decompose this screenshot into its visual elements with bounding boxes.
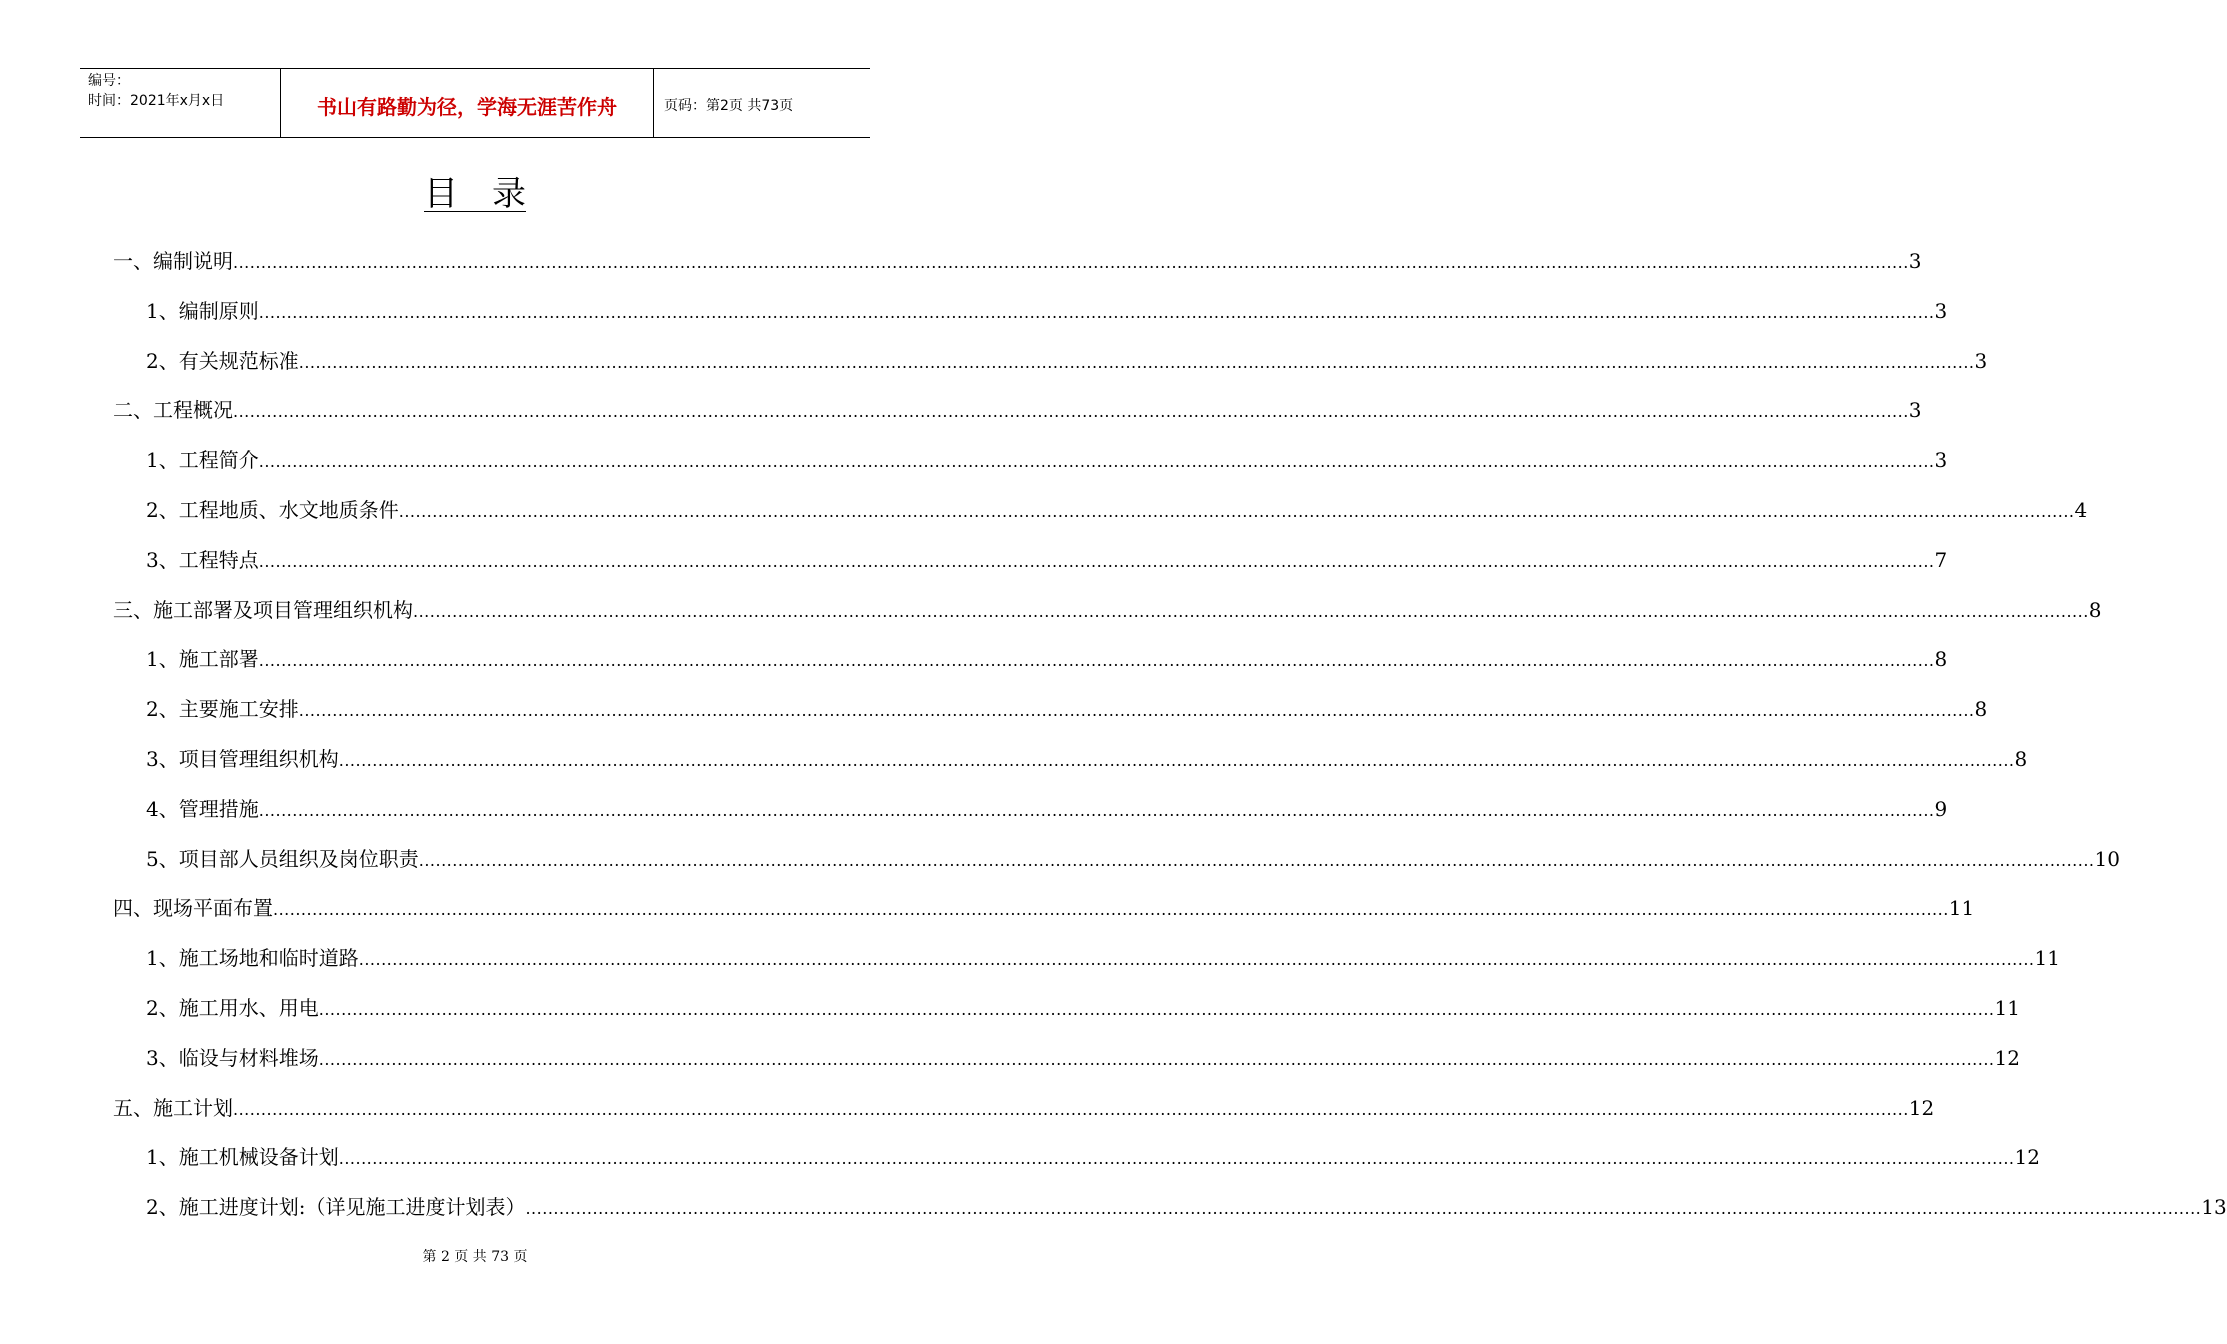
toc-leader-dots: ............................................................................................................................................................................................................................................................................................................ [258, 551, 1935, 571]
toc-entry-page: 8 [2088, 597, 2102, 622]
toc-entry[interactable] [113, 893, 1975, 925]
toc-leader-dots: ............................................................................................................................................................................................................................................................................................................ [318, 1049, 1995, 1069]
toc-leader-dots: ............................................................................................................................................................................................................................................................................................................ [258, 800, 1935, 820]
toc-entry-page: 11 [1948, 896, 1975, 921]
toc-entry[interactable] [146, 495, 2088, 527]
toc-entry-page: 3 [1908, 398, 1922, 423]
toc-entry-label: 四、现场平面布置 [113, 896, 273, 921]
toc-title [0, 172, 950, 216]
toc-entry-page: 3 [1974, 348, 1988, 373]
toc-entry[interactable] [113, 595, 2102, 627]
toc-entry-page: 3 [1934, 298, 1948, 323]
toc-leader-dots: ............................................................................................................................................................................................................................................................................................................ [273, 900, 1949, 920]
toc-entry[interactable] [146, 644, 1948, 676]
toc-leader-dots: ............................................................................................................................................................................................................................................................................................................ [258, 302, 1935, 322]
header-page-info: 页码：第2页 共73页 [664, 98, 794, 114]
toc-leader-dots: ............................................................................................................................................................................................................................................................................................................ [398, 502, 2075, 521]
toc-entry-label: 2、施工进度计划:（详见施工进度计划表） [146, 1195, 526, 1220]
toc-entry[interactable] [146, 844, 2120, 876]
toc-entry-label: 1、编制原则 [146, 298, 259, 323]
toc-entry-label: 1、施工部署 [146, 647, 259, 672]
toc-entry-label: 2、主要施工安排 [146, 697, 299, 722]
toc-leader-dots: ............................................................................................................................................................................................................................................................................................................ [358, 950, 2035, 970]
toc-entry-page: 12 [1908, 1095, 1935, 1120]
toc-entry[interactable] [146, 744, 2028, 776]
toc-entry-page: 11 [2034, 946, 2060, 971]
toc-entry-label: 4、管理措施 [146, 796, 259, 821]
toc-leader-dots: ............................................................................................................................................................................................................................................................................................................ [338, 1149, 2015, 1169]
toc-entry-label: 3、工程特点 [146, 547, 259, 572]
toc-entry-label: 3、临设与材料堆场 [146, 1045, 319, 1070]
toc-entry-page: 13 [2201, 1195, 2227, 1220]
toc-entry-page: 3 [1908, 249, 1922, 273]
document-date: 时间：2021年x月x日 [88, 93, 225, 109]
toc-entry-page: 8 [1934, 647, 1948, 672]
toc-entry-label: 1、施工场地和临时道路 [146, 946, 359, 971]
toc-entry-page: 8 [2014, 747, 2028, 771]
toc-entry-label: 3、项目管理组织机构 [146, 747, 339, 771]
toc-entry[interactable] [146, 794, 1948, 826]
toc-entry[interactable] [146, 1043, 2020, 1075]
toc-entry[interactable] [146, 445, 1948, 477]
toc-entry[interactable] [113, 246, 1922, 278]
toc-entry-label: 一、编制说明 [113, 249, 233, 273]
toc-entry-page: 11 [1994, 996, 2020, 1020]
toc-entry[interactable] [146, 296, 1948, 328]
toc-leader-dots: ............................................................................................................................................................................................................................................................................................................ [413, 601, 2089, 621]
toc-leader-dots: ............................................................................................................................................................................................................................................................................................................ [233, 1099, 1909, 1119]
toc-entry-label: 2、工程地质、水文地质条件 [146, 498, 399, 522]
toc-entry[interactable] [146, 1142, 2040, 1174]
toc-leader-dots: ............................................................................................................................................................................................................................................................................................................ [338, 751, 2015, 770]
toc-leader-dots: ............................................................................................................................................................................................................................................................................................................ [233, 402, 1909, 422]
toc-entry[interactable] [146, 694, 1988, 726]
toc-entry[interactable] [113, 395, 1922, 427]
toc-entry-page: 10 [2094, 846, 2120, 871]
toc-entry-page: 8 [1974, 697, 1988, 722]
page-footer: 第 2 页 共 73 页 [422, 1249, 528, 1265]
toc-entry-label: 5、项目部人员组织及岗位职责 [146, 846, 419, 871]
toc-entry[interactable] [146, 346, 1988, 378]
toc-entry-label: 2、施工用水、用电 [146, 996, 319, 1020]
toc-leader-dots: ............................................................................................................................................................................................................................................................................................................ [298, 352, 1975, 372]
toc-entry-page: 3 [1934, 448, 1948, 473]
toc-leader-dots: ............................................................................................................................................................................................................................................................................................................ [318, 1000, 1995, 1019]
document-number-label: 编号： [88, 73, 130, 89]
toc-leader-dots: ............................................................................................................................................................................................................................................................................................................ [525, 1199, 2202, 1219]
toc-entry[interactable] [146, 1192, 2227, 1224]
toc-entry[interactable] [146, 993, 2020, 1025]
toc-leader-dots: ............................................................................................................................................................................................................................................................................................................ [258, 651, 1935, 671]
toc-entry-page: 12 [2014, 1145, 2040, 1170]
toc-entry[interactable] [146, 545, 1948, 577]
toc-entry[interactable] [113, 1093, 1935, 1125]
toc-entry-page: 7 [1934, 547, 1948, 572]
page-header [80, 68, 870, 138]
toc-entry-label: 二、工程概况 [113, 398, 233, 423]
toc-title-text: 目 录 [424, 174, 526, 214]
toc-entry[interactable] [146, 943, 2060, 975]
header-meta [80, 69, 281, 137]
toc-leader-dots: ............................................................................................................................................................................................................................................................................................................ [233, 253, 1909, 272]
toc-entry-page: 9 [1934, 796, 1948, 821]
toc-entry-label: 三、施工部署及项目管理组织机构 [113, 597, 413, 622]
toc-leader-dots: ............................................................................................................................................................................................................................................................................................................ [418, 850, 2095, 870]
header-motto: 书山有路勤为径，学海无涯苦作舟 [281, 69, 654, 137]
toc-entry-page: 4 [2074, 498, 2088, 522]
toc-entry-label: 2、有关规范标准 [146, 348, 299, 373]
toc-entry-label: 1、工程简介 [146, 448, 259, 473]
toc-entry-page: 12 [1994, 1045, 2020, 1070]
toc-leader-dots: ............................................................................................................................................................................................................................................................................................................ [298, 701, 1975, 721]
toc-entry-label: 五、施工计划 [113, 1095, 233, 1120]
toc-leader-dots: ............................................................................................................................................................................................................................................................................................................ [258, 452, 1935, 472]
toc-entry-label: 1、施工机械设备计划 [146, 1145, 339, 1170]
